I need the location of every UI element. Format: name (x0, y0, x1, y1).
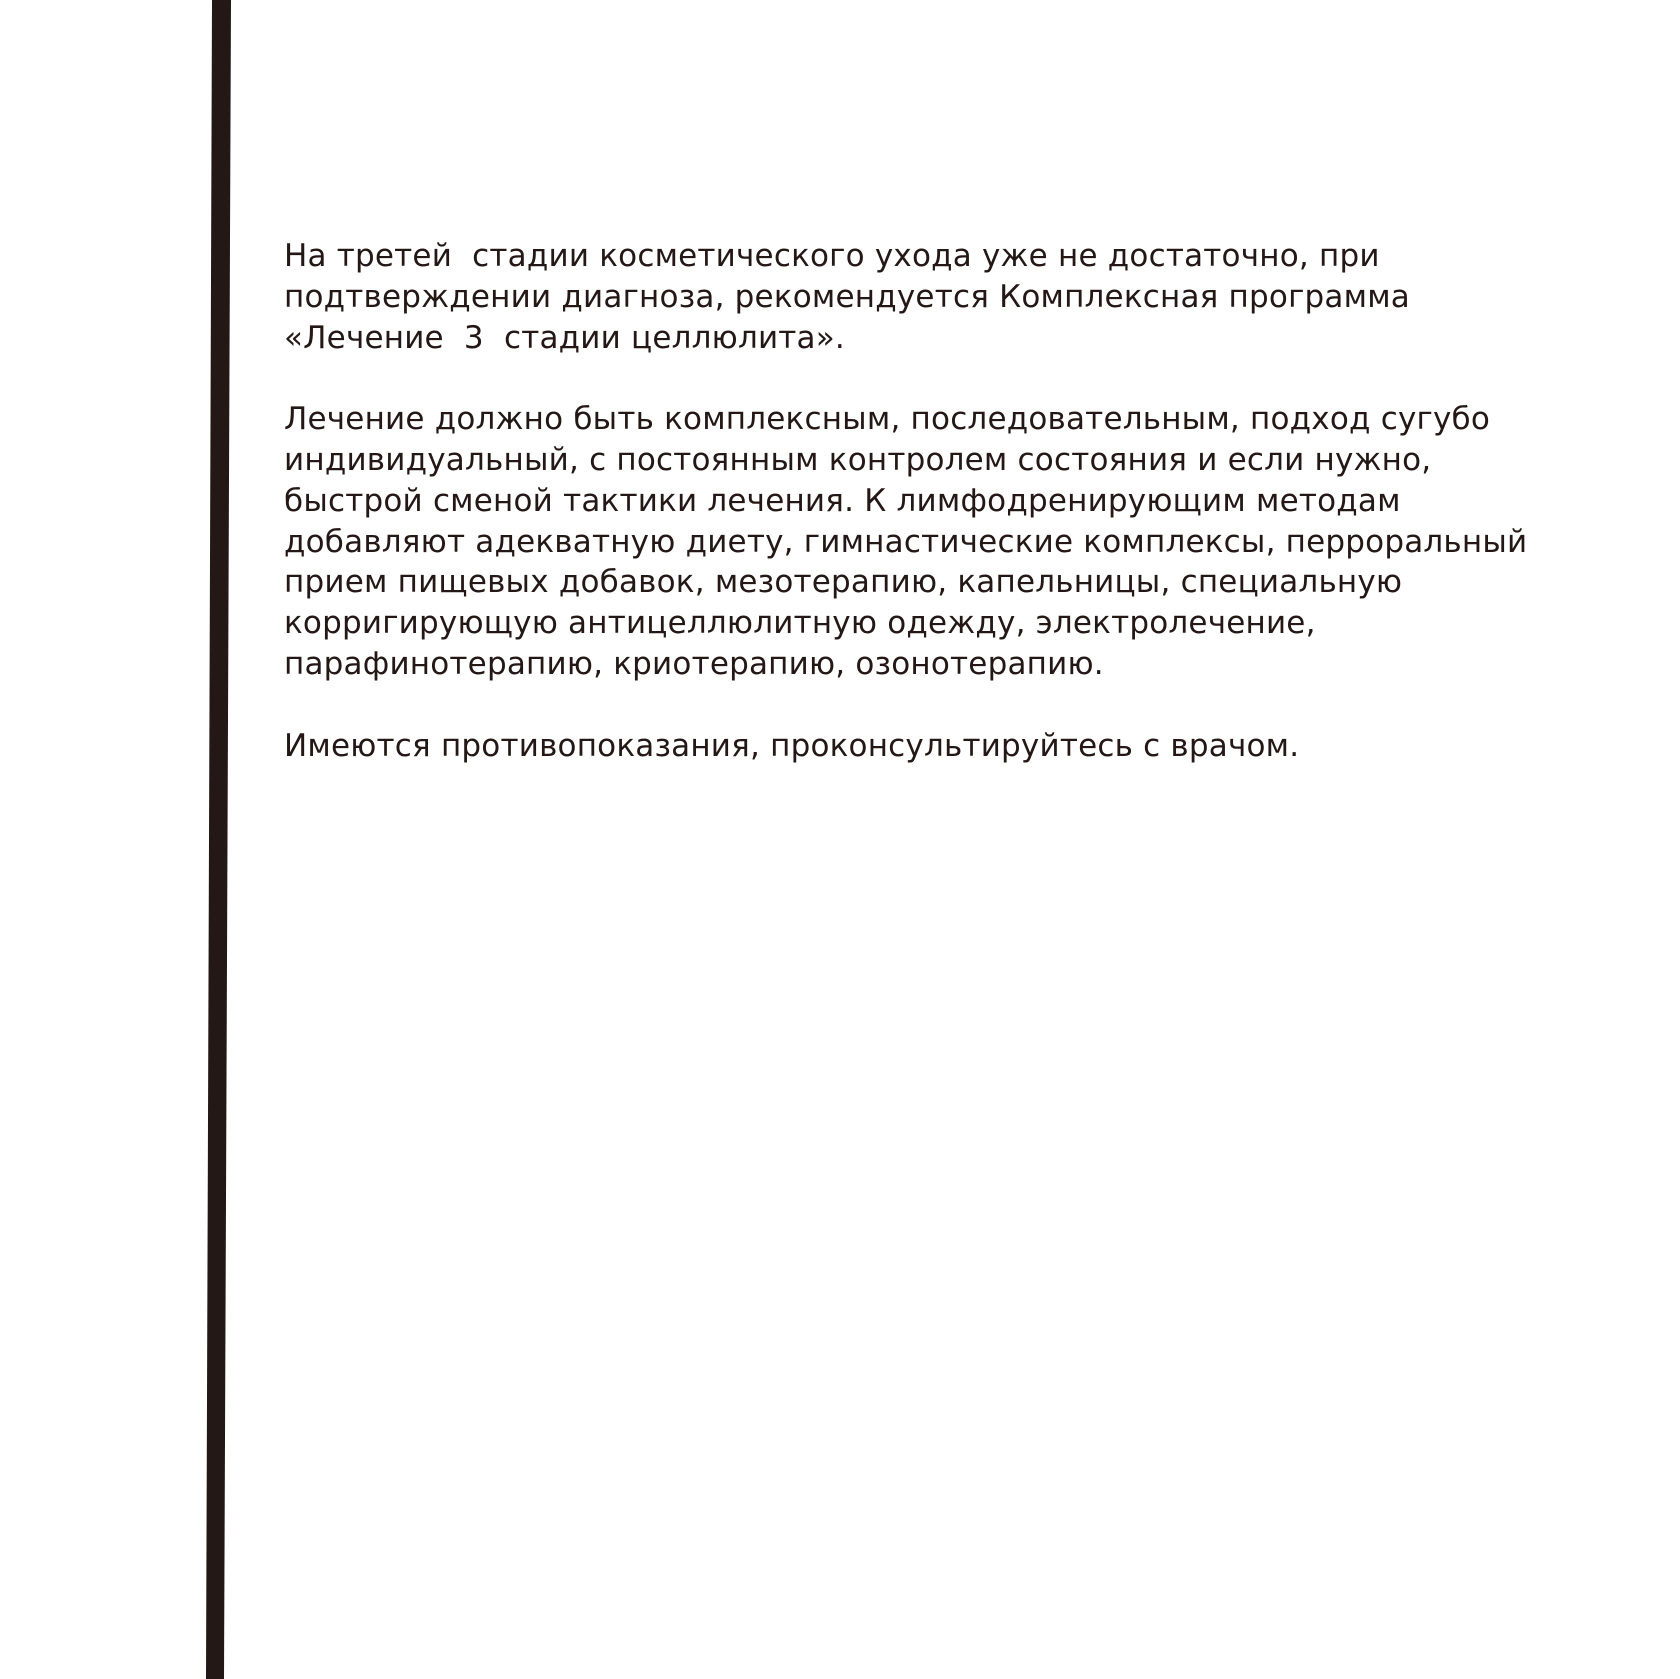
text-line: индивидуальный, с постоянным контролем состояния и если нужно, (284, 441, 1432, 478)
text-line: Лечение должно быть комплексным, последовательным, подход сугубо (284, 401, 1491, 438)
text-line: корригирующую антицеллюлитную одежду, электролечение, (284, 605, 1316, 642)
text-line: прием пищевых добавок, мезотерапию, капельницы, специальную (284, 564, 1403, 601)
text-line: Имеются противопоказания, проконсультируйтесь с врачом. (284, 727, 1300, 764)
paragraph-stage-three (284, 236, 1654, 358)
text-line: добавляют адекватную диету, гимнастические комплексы, перроральный (284, 523, 1528, 560)
text-line: подтверждении диагноза, рекомендуется Комплексная программа (284, 278, 1410, 315)
body-text (284, 236, 1654, 766)
text-line: На третей стадии косметического ухода уже не достаточно, при (284, 238, 1380, 274)
paragraph-treatment (284, 399, 1654, 685)
text-line: парафинотерапию, криотерапию, озонотерапию. (284, 645, 1104, 682)
paragraph-contraindications (284, 726, 1654, 767)
text-line: «Лечение 3 стадии целлюлита». (284, 319, 845, 356)
text-line: быстрой сменой тактики лечения. К лимфодренирующим методам (284, 482, 1401, 519)
